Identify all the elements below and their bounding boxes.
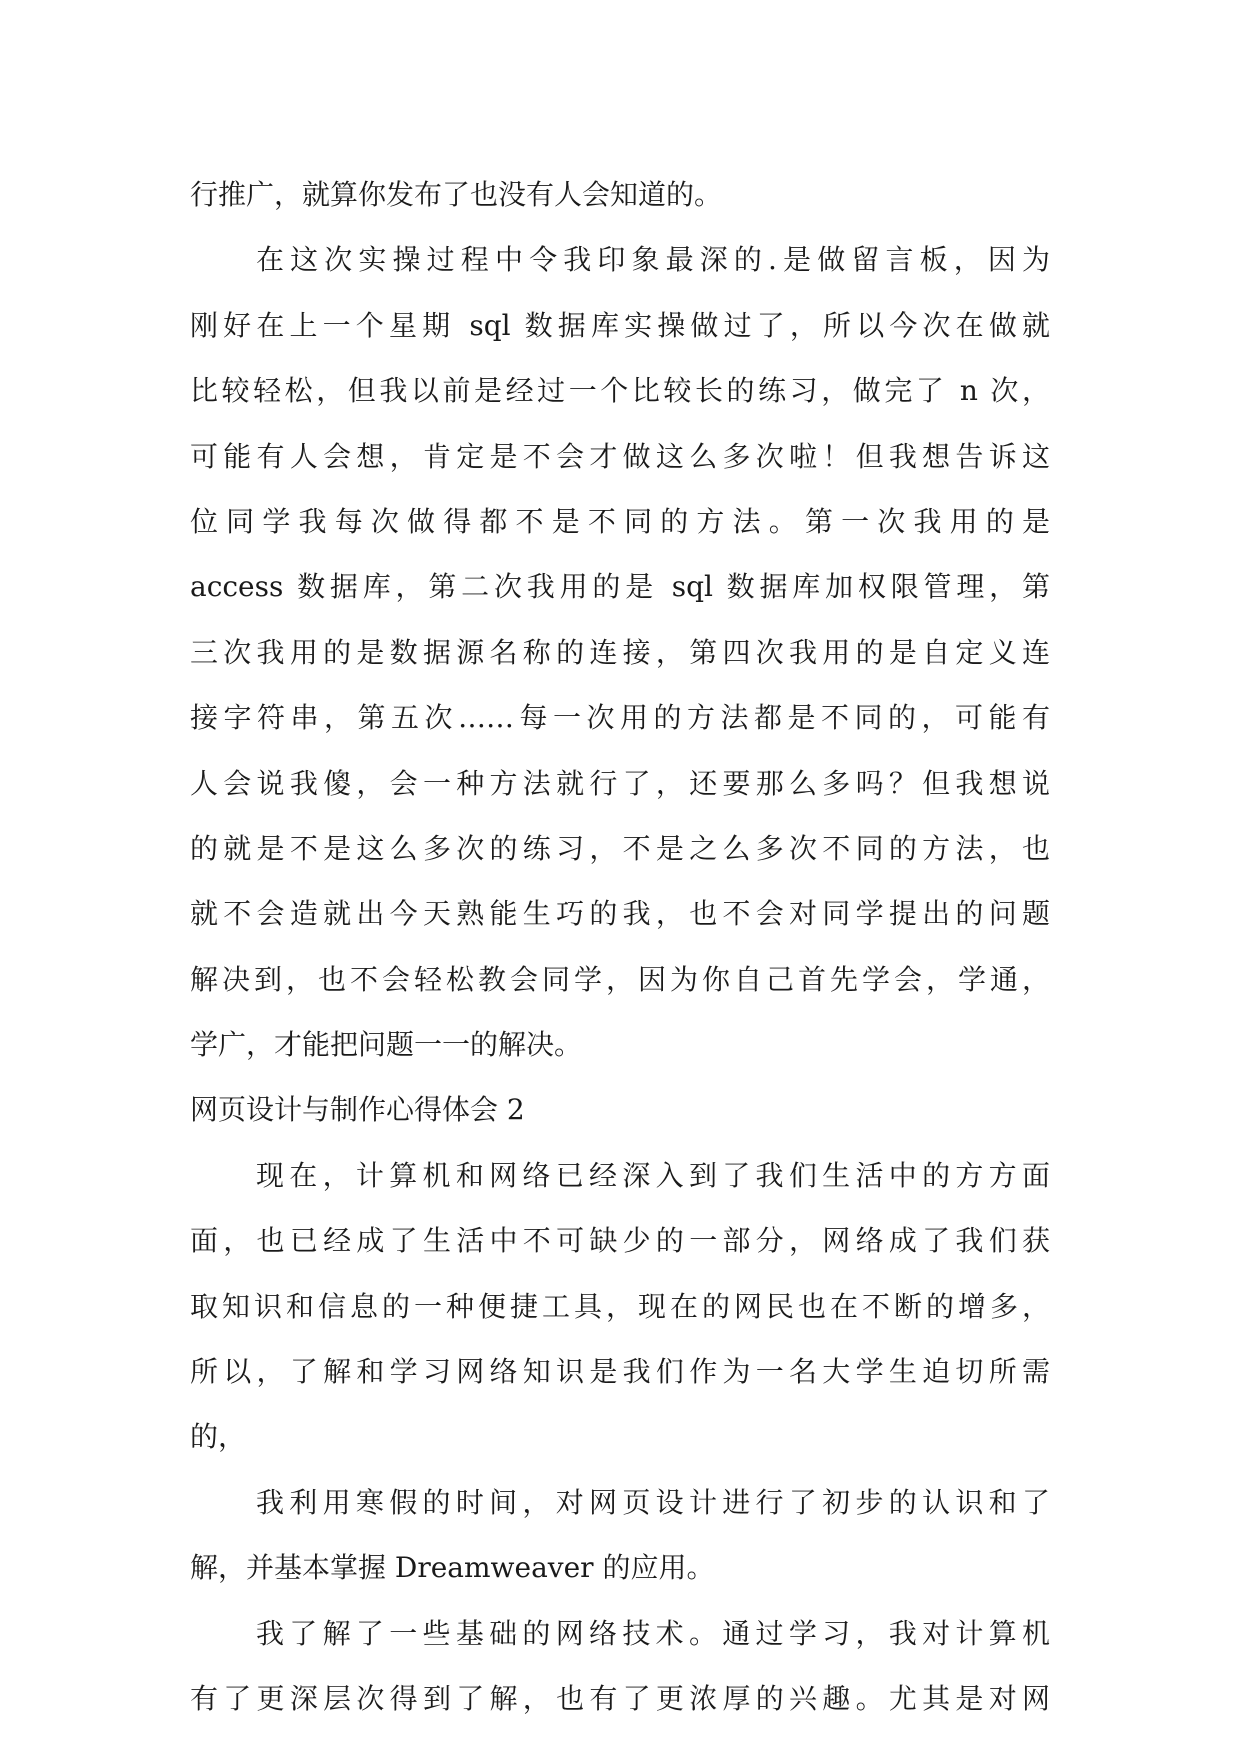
text-line: 我利用寒假的时间，对网页设计进行了初步的认识和了 bbox=[256, 1485, 1050, 1519]
text-line: 有了更深层次得到了解，也有了更浓厚的兴趣。尤其是对网 bbox=[190, 1681, 1050, 1715]
text-line: 现在，计算机和网络已经深入到了我们生活中的方方面 bbox=[256, 1158, 1050, 1192]
body-text bbox=[190, 162, 1050, 1731]
text-line: 我了解了一些基础的网络技术。通过学习，我对计算机 bbox=[256, 1616, 1050, 1650]
text-line: 所以，了解和学习网络知识是我们作为一名大学生迫切所需 bbox=[190, 1355, 1050, 1389]
text-line: 就不会造就出今天熟能生巧的我，也不会对同学提出的问题 bbox=[190, 897, 1050, 931]
text-line: 接字符串，第五次……每一次用的方法都是不同的，可能有 bbox=[190, 701, 1050, 735]
text-line: 的， bbox=[190, 1420, 247, 1454]
text-line: access 数据库，第二次我用的是 sql 数据库加权限管理，第 bbox=[190, 570, 1050, 604]
text-line: 的就是不是这么多次的练习，不是之么多次不同的方法，也 bbox=[190, 831, 1050, 865]
text-line: 人会说我傻，会一种方法就行了，还要那么多吗？但我想说 bbox=[190, 766, 1050, 800]
text-line: 行推广，就算你发布了也没有人会知道的。 bbox=[190, 178, 723, 211]
text-line: 解，并基本掌握 Dreamweaver 的应用。 bbox=[190, 1551, 715, 1585]
text-line: 学广，才能把问题一一的解决。 bbox=[190, 1028, 583, 1062]
text-line: 解决到，也不会轻松教会同学，因为你自己首先学会，学通， bbox=[190, 962, 1050, 996]
text-line: 刚好在上一个星期 sql 数据库实操做过了，所以今次在做就 bbox=[190, 308, 1050, 342]
text-line: 面，也已经成了生活中不可缺少的一部分，网络成了我们获 bbox=[190, 1224, 1050, 1258]
text-line: 比较轻松，但我以前是经过一个比较长的练习，做完了 n 次， bbox=[190, 374, 1050, 408]
text-line: 取知识和信息的一种便捷工具，现在的网民也在不断的增多， bbox=[190, 1289, 1050, 1323]
text-line: 三次我用的是数据源名称的连接，第四次我用的是自定义连 bbox=[190, 635, 1050, 669]
text-line: 位同学我每次做得都不是不同的方法。第一次我用的是 bbox=[190, 504, 1050, 538]
text-line: 在这次实操过程中令我印象最深的.是做留言板，因为 bbox=[256, 243, 1050, 277]
text-line: 可能有人会想，肯定是不会才做这么多次啦！但我想告诉这 bbox=[190, 439, 1050, 473]
section-heading: 网页设计与制作心得体会 2 bbox=[190, 1093, 525, 1127]
